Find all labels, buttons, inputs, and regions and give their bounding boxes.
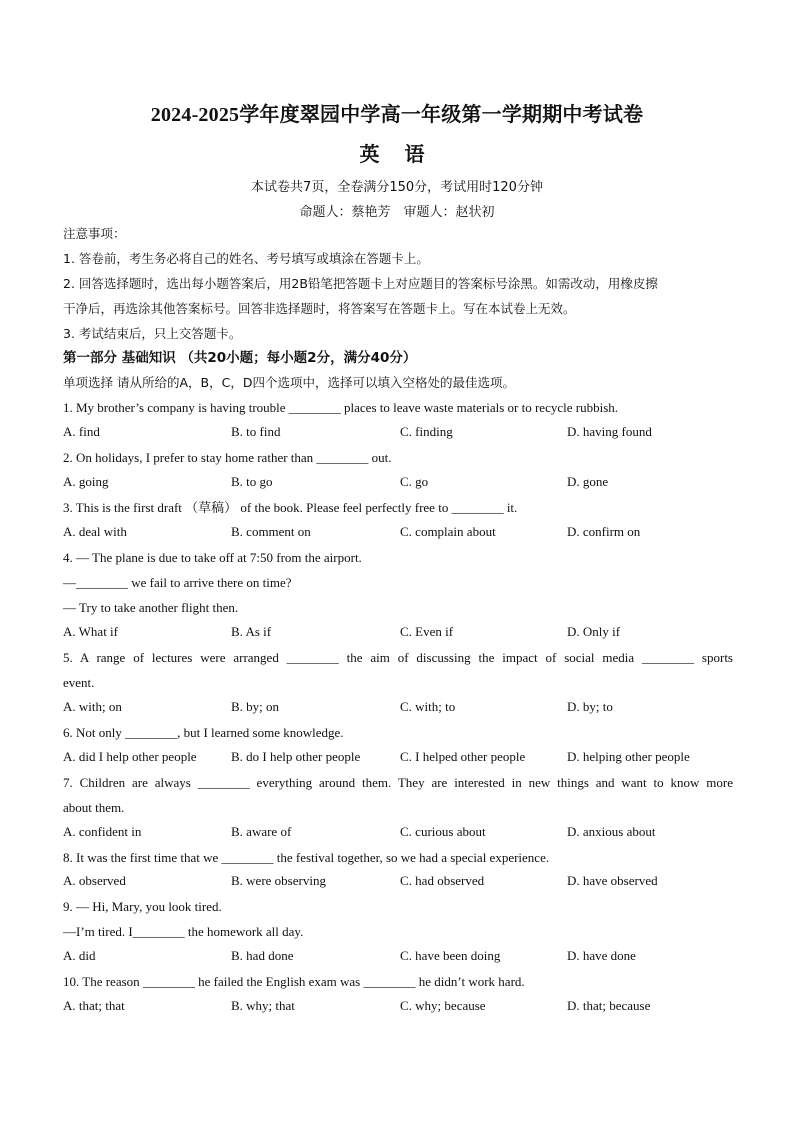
authors-info: 命题人：蔡艳芳 审题人：赵状初 (299, 205, 495, 220)
note-2-line-2: 干净后，再选涂其他答案标号。回答非选择题时，将答案写在答题卡上。写在本试卷上无效。 (63, 301, 576, 316)
question-6: 6. Not only ________, but I learned some knowledge. (63, 725, 344, 740)
q1-option-a: A. find (63, 424, 100, 439)
q5-option-a: A. with; on (63, 699, 122, 714)
question-9-line-2: —I’m tired. I________ the homework all day. (63, 924, 304, 939)
q1-option-b: B. to find (231, 424, 281, 439)
notes-heading: 注意事项： (63, 226, 126, 241)
q10-option-a: A. that; that (63, 998, 125, 1013)
q5-option-c: C. with; to (400, 699, 456, 714)
question-7-line-2: about them. (63, 800, 125, 815)
q8-option-d: D. have observed (567, 873, 658, 888)
question-5-line-2: event. (63, 675, 95, 690)
part-heading: 第一部分 基础知识 （共20小题；每小题2分，满分40分） (63, 350, 417, 366)
question-1: 1. My brother’s company is having trouble ________ places to leave waste materials or to recycle rubbish. (63, 400, 619, 415)
note-1: 1. 答卷前，考生务必将自己的姓名、考号填写或填涂在答题卡上。 (63, 251, 429, 266)
question-4-line-1: 4. — The plane is due to take off at 7:50 from the airport. (63, 550, 362, 565)
q4-option-c: C. Even if (400, 624, 454, 639)
q3-option-b: B. comment on (231, 524, 311, 539)
q6-option-a: A. did I help other people (63, 749, 197, 764)
exam-title: 2024-2025学年度翠园中学高一年级第一学期期中考试卷 (150, 104, 644, 126)
q8-option-a: A. observed (63, 873, 126, 888)
question-4-line-2: —________ we fail to arrive there on time? (63, 575, 292, 590)
question-2: 2. On holidays, I prefer to stay home rather than ________ out. (63, 450, 392, 465)
q1-option-c: C. finding (400, 424, 453, 439)
q4-option-b: B. As if (231, 624, 272, 639)
q10-option-d: D. that; because (567, 998, 651, 1013)
question-5-line-1: 5. A range of lectures were arranged ________ the aim of discussing the impact of social media ________ sports (63, 650, 733, 665)
q7-option-a: A. confident in (63, 824, 142, 839)
q4-option-d: D. Only if (567, 624, 621, 639)
q8-option-b: B. were observing (231, 873, 326, 888)
q5-option-d: D. by; to (567, 699, 613, 714)
q3-option-d: D. confirm on (567, 524, 641, 539)
question-7-line-1: 7. Children are always ________ everything around them. They are interested in new things and want to know more (63, 775, 733, 790)
question-10: 10. The reason ________ he failed the English exam was ________ he didn’t work hard. (63, 974, 525, 989)
q9-option-c: C. have been doing (400, 948, 501, 963)
q5-option-b: B. by; on (231, 699, 280, 714)
note-2-line-1: 2. 回答选择题时，选出每小题答案后，用2B铅笔把答题卡上对应题目的答案标号涂黑。如需改动，用橡皮擦 (63, 276, 658, 291)
q10-option-b: B. why; that (231, 998, 295, 1013)
question-8: 8. It was the first time that we ________ the festival together, so we had a special experience. (63, 850, 550, 865)
q2-option-b: B. to go (231, 474, 273, 489)
q6-option-d: D. helping other people (567, 749, 690, 764)
q2-option-a: A. going (63, 474, 109, 489)
q6-option-b: B. do I help other people (231, 749, 361, 764)
q8-option-c: C. had observed (400, 873, 485, 888)
q7-option-d: D. anxious about (567, 824, 656, 839)
q2-option-c: C. go (400, 474, 429, 489)
question-4-line-3: — Try to take another flight then. (63, 600, 239, 615)
q3-option-a: A. deal with (63, 524, 127, 539)
q7-option-c: C. curious about (400, 824, 486, 839)
q10-option-c: C. why; because (400, 998, 486, 1013)
exam-info: 本试卷共7页，全卷满分150分，考试用时120分钟 (251, 180, 543, 195)
q6-option-c: C. I helped other people (400, 749, 526, 764)
q7-option-b: B. aware of (231, 824, 292, 839)
note-3: 3. 考试结束后，只上交答题卡。 (63, 326, 242, 341)
q9-option-a: A. did (63, 948, 96, 963)
q9-option-b: B. had done (231, 948, 294, 963)
question-9-line-1: 9. — Hi, Mary, you look tired. (63, 899, 222, 914)
q3-option-c: C. complain about (400, 524, 496, 539)
part-instruction: 单项选择 请从所给的A，B，C，D四个选项中，选择可以填入空格处的最佳选项。 (63, 375, 515, 390)
q4-option-a: A. What if (63, 624, 118, 639)
question-3: 3. This is the first draft （草稿） of the book. Please feel perfectly free to ________ it. (63, 500, 518, 515)
q2-option-d: D. gone (567, 474, 609, 489)
q1-option-d: D. having found (567, 424, 652, 439)
subject-title: 英 语 (359, 144, 435, 166)
q9-option-d: D. have done (567, 948, 636, 963)
